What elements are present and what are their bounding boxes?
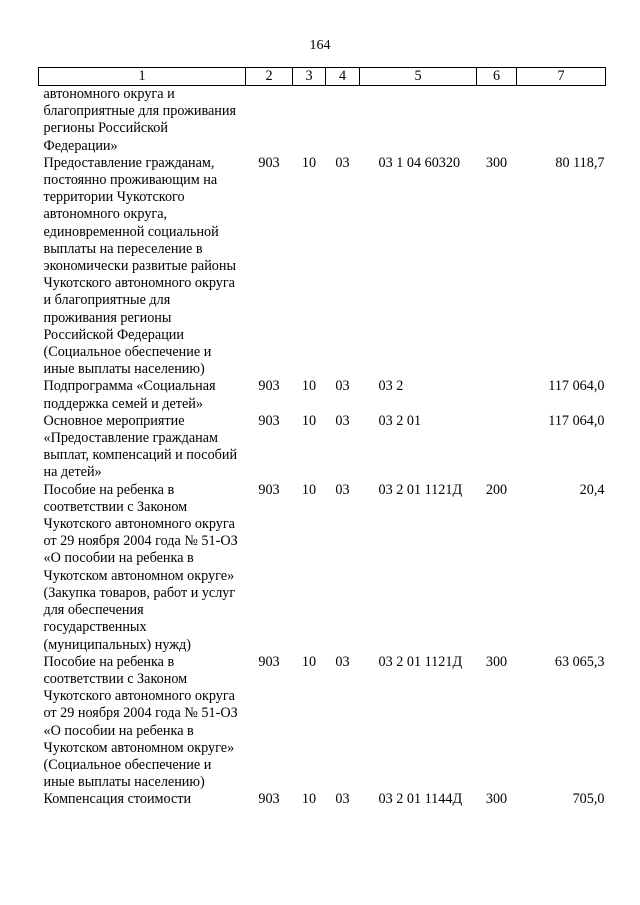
- column-header-name: 1: [39, 68, 246, 86]
- table-row: [39, 654, 606, 792]
- row-section: 10: [301, 154, 317, 171]
- row-grbs: 903: [258, 481, 280, 498]
- row-target-article: 03 2 01 1121Д: [378, 481, 463, 498]
- row-subsection: 03: [335, 791, 350, 808]
- table-row: [39, 86, 606, 155]
- row-section: 10: [301, 412, 317, 429]
- row-section: 10: [301, 791, 317, 808]
- row-name: автономного округа и благоприятные для проживания регионы Российской Федерации»: [43, 86, 236, 154]
- column-header-amount: 7: [517, 68, 606, 86]
- row-name: Основное мероприятие «Предоставление гражданам выплат, компенсаций и пособий на детей»: [43, 412, 238, 481]
- row-amount: 705,0: [572, 791, 605, 808]
- row-amount: [517, 86, 606, 155]
- column-header-grbs: 2: [246, 68, 293, 86]
- column-header-expense-type: 6: [477, 68, 517, 86]
- row-expense-type: [477, 86, 517, 155]
- row-expense-type: 300: [485, 653, 508, 670]
- column-header-target-article: 5: [360, 68, 477, 86]
- row-target-article: 03 2 01 1121Д: [378, 653, 463, 670]
- row-subsection: 03: [335, 378, 350, 395]
- table-row: [39, 378, 606, 412]
- row-grbs: 903: [258, 378, 280, 395]
- row-name: Компенсация стоимости: [43, 791, 192, 808]
- row-target-article: 03 2: [378, 378, 404, 395]
- budget-table: [38, 67, 606, 809]
- row-amount: 117 064,0: [548, 412, 605, 429]
- row-section: [293, 86, 326, 155]
- table-row: [39, 413, 606, 482]
- row-grbs: 903: [258, 791, 280, 808]
- table-row: [39, 791, 606, 808]
- row-amount: 117 064,0: [548, 378, 605, 395]
- column-header-subsection: 4: [326, 68, 360, 86]
- row-subsection: [326, 86, 360, 155]
- row-expense-type: 200: [485, 481, 508, 498]
- row-amount: 80 118,7: [555, 154, 605, 171]
- row-name: Пособие на ребенка в соответствии с Законом Чукотского автономного округа от 29 ноября 2004 года № 51-ОЗ «О пособии на ребенка в Чукотском автономном округе» (Социальное обеспечение и иные выплаты населению): [43, 653, 238, 791]
- row-subsection: 03: [335, 154, 350, 171]
- column-header-section: 3: [293, 68, 326, 86]
- row-target-article: [360, 86, 477, 155]
- row-amount: 63 065,3: [554, 653, 605, 670]
- row-grbs: 903: [258, 653, 280, 670]
- page-number: 164: [309, 38, 331, 53]
- row-name: Подпрограмма «Социальная поддержка семей и детей»: [43, 378, 216, 412]
- row-grbs: [246, 86, 293, 155]
- row-amount: 20,4: [579, 481, 605, 498]
- row-target-article: 03 2 01 1144Д: [378, 791, 463, 808]
- row-expense-type: [477, 413, 517, 482]
- row-grbs: 903: [258, 412, 280, 429]
- table-row: [39, 155, 606, 379]
- row-expense-type: 300: [485, 791, 508, 808]
- row-expense-type: 300: [485, 154, 508, 171]
- table-row: [39, 482, 606, 654]
- table-header-row: [39, 68, 606, 86]
- row-subsection: 03: [335, 412, 350, 429]
- row-target-article: 03 1 04 60320: [378, 154, 461, 171]
- row-section: 10: [301, 653, 317, 670]
- row-name: Предоставление гражданам, постоянно проживающим на территории Чукотского автономного округа, единовременной социальной выплаты на переселение в экономически развитые районы Чукотского автономного округа и благоприятные для проживания регионы Российской Федерации (Социальное обеспечение и иные выплаты населению): [43, 154, 237, 378]
- row-name: Пособие на ребенка в соответствии с Законом Чукотского автономного округа от 29 ноября 2004 года № 51-ОЗ «О пособии на ребенка в Чукотском автономном округе» (Закупка товаров, работ и услуг для обеспечения государственных (муниципальных) нужд): [43, 481, 238, 653]
- row-section: 10: [301, 378, 317, 395]
- row-section: 10: [301, 481, 317, 498]
- row-subsection: 03: [335, 653, 350, 670]
- row-subsection: 03: [335, 481, 350, 498]
- row-target-article: 03 2 01: [378, 412, 422, 429]
- row-expense-type: [477, 378, 517, 412]
- row-grbs: 903: [258, 154, 280, 171]
